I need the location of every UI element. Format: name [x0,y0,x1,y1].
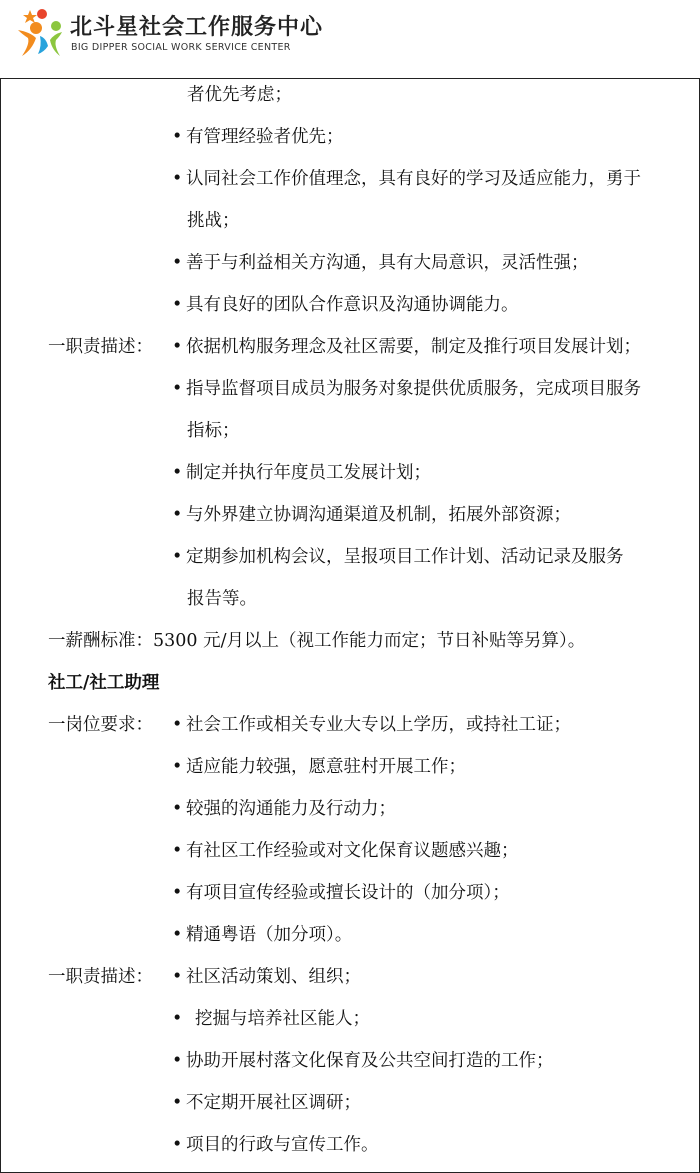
list-item: • 与外界建立协调沟通渠道及机制，拓展外部资源； [172,505,571,525]
requirements-label: 一岗位要求： [48,715,153,735]
list-item-wrap: 指标； [187,421,240,441]
continuation-text: 者优先考虑； [187,85,292,105]
list-item-wrap: 挑战； [187,211,240,231]
brand-name-en: BIG DIPPER SOCIAL WORK SERVICE CENTER [71,42,291,53]
list-item: • 较强的沟通能力及行动力； [172,799,396,819]
list-item: • 具有良好的团队合作意识及沟通协调能力。 [172,295,519,315]
salary-label: 一薪酬标准： [48,631,153,651]
list-item: • 有项目宣传经验或擅长设计的（加分项）； [172,883,510,903]
list-item: • 协助开展村落文化保育及公共空间打造的工作； [172,1051,554,1071]
salary-line [48,630,585,652]
list-item: • 认同社会工作价值理念，具有良好的学习及适应能力，勇于 [172,169,641,189]
list-item: • 精通粤语（加分项）。 [172,925,353,945]
list-item: • 适应能力较强，愿意驻村开展工作； [172,757,466,777]
header [0,0,700,78]
list-item: • 项目的行政与宣传工作。 [172,1135,379,1155]
duties-label: 一职责描述： [48,337,153,357]
duties-label: 一职责描述： [48,967,153,987]
list-item: • 社区活动策划、组织； [172,967,361,987]
list-item: • 不定期开展社区调研； [172,1093,361,1113]
list-item-wrap: 报告等。 [187,589,257,609]
list-item: • 制定并执行年度员工发展计划； [172,463,431,483]
list-item: • 有管理经验者优先； [172,127,344,147]
section-title: 社工/社工助理 [48,673,160,693]
list-item: • 依据机构服务理念及社区需要，制定及推行项目发展计划； [172,337,641,357]
list-item: • 定期参加机构会议，呈报项目工作计划、活动记录及服务 [172,547,624,567]
salary-value: 5300 元/月以上（视工作能力而定；节日补贴等另算）。 [153,631,586,651]
list-item: • 善于与利益相关方沟通，具有大局意识，灵活性强； [172,253,589,273]
list-item: • 有社区工作经验或对文化保育议题感兴趣； [172,841,519,861]
list-item: • 社会工作或相关专业大专以上学历，或持社工证； [172,715,571,735]
list-item: • 挖掘与培养社区能人； [172,1009,370,1029]
list-item: • 指导监督项目成员为服务对象提供优质服务，完成项目服务 [172,379,641,399]
logo-icon [12,4,68,60]
brand-name-cn: 北斗星社会工作服务中心 [70,15,324,40]
